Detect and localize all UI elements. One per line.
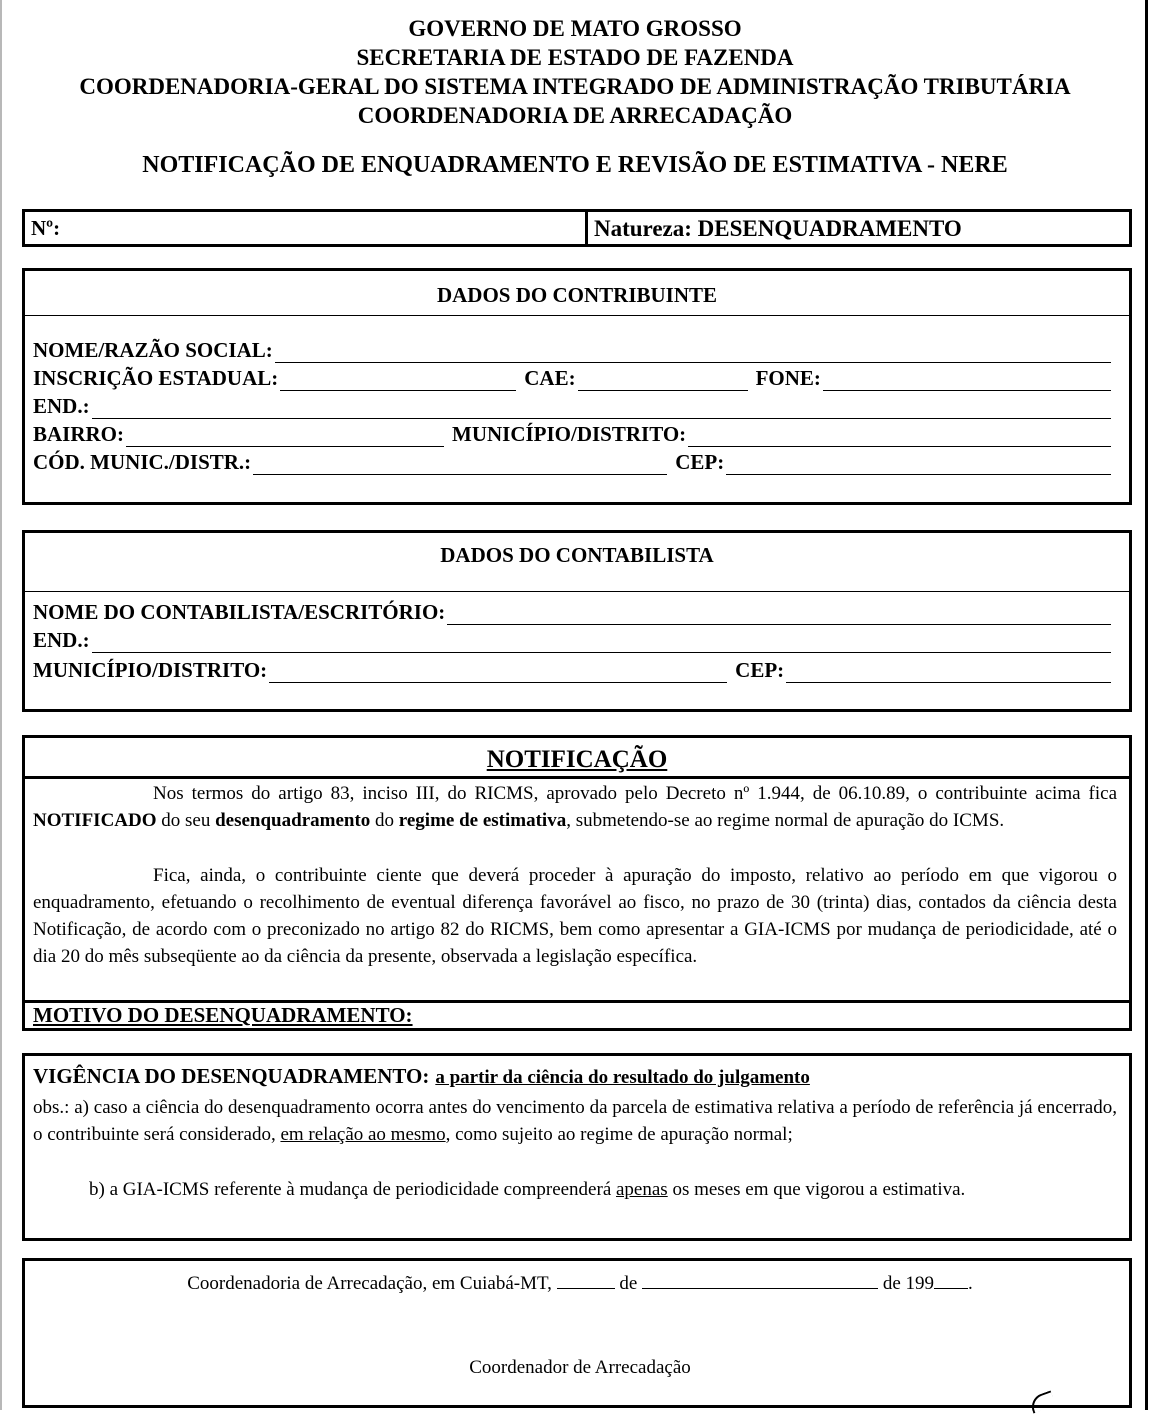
cae-label: CAE: (524, 366, 576, 390)
scan-right-edge (1145, 0, 1148, 1410)
end-row (33, 393, 1111, 419)
contabilista-municipio-field[interactable] (269, 664, 727, 683)
signatory-role: Coordenador de Arrecadação (469, 1357, 691, 1378)
vigencia-label: VIGÊNCIA DO DESENQUADRAMENTO: (33, 1064, 430, 1088)
header-line-3: COORDENADORIA-GERAL DO SISTEMA INTEGRADO DE ADMINISTRAÇÃO TRIBUTÁRIA (79, 74, 1071, 99)
year-field[interactable] (934, 1274, 968, 1289)
end-label: END.: (33, 394, 90, 418)
contabilista-end-field[interactable] (92, 634, 1111, 653)
cod-munic-row (33, 449, 1111, 475)
contabilista-end-row (33, 627, 1111, 653)
nome-label: NOME/RAZÃO SOCIAL: (33, 338, 273, 362)
notificacao-title: NOTIFICAÇÃO (486, 746, 668, 773)
de-text: de (619, 1273, 638, 1294)
inscricao-row (33, 365, 1111, 391)
inscricao-label: INSCRIÇÃO ESTADUAL: (33, 366, 279, 390)
obs-b-text: os meses em que vigorou a estimativa. (667, 1179, 966, 1200)
nome-field[interactable] (275, 344, 1111, 363)
document-title: NOTIFICAÇÃO DE ENQUADRAMENTO E REVISÃO DE ESTIMATIVA - NERE (142, 152, 1008, 178)
obs-b-text: b) a GIA-ICMS referente à mudança de periodicidade compreenderá (89, 1179, 616, 1200)
divider (25, 776, 1129, 779)
obs-a-underlined: em relação ao mesmo (280, 1124, 446, 1145)
obs-b-underlined: apenas (616, 1179, 668, 1200)
scan-left-edge (0, 0, 2, 1410)
divider (25, 591, 1129, 592)
vigencia-value: a partir da ciência do resultado do julgamento (435, 1067, 810, 1088)
vigencia-obs-a (33, 1094, 1117, 1148)
p2-text: Fica, ainda, o contribuinte ciente que deverá proceder à apuração do imposto, relativo ao período em que vigorou o enquadramento, efetuando o recolhimento de eventual diferença favorável ao fisco, no prazo de 30 (trinta) dias, contados da ciência desta Notificação, de acordo com o preconizado no artigo 82 do RICMS, bem como apresentar a GIA-ICMS por mudança de periodicidade, até o dia 20 do mês subseqüente ao da ciência da presente, observada a legislação específica. (33, 865, 1117, 967)
contabilista-end-label: END.: (33, 628, 90, 652)
cep-field[interactable] (726, 456, 1111, 475)
contribuinte-title: DADOS DO CONTRIBUINTE (436, 283, 718, 307)
cae-field[interactable] (578, 372, 748, 391)
notificacao-paragraph-2 (33, 862, 1117, 970)
contabilista-cep-field[interactable] (786, 664, 1111, 683)
contabilista-municipio-label: MUNICÍPIO/DISTRITO: (33, 658, 268, 682)
contabilista-nome-label: NOME DO CONTABILISTA/ESCRITÓRIO: (33, 600, 446, 624)
p1-bold: regime de estimativa (398, 810, 567, 831)
cep-label: CEP: (675, 450, 725, 474)
p1-text: , submetendo-se ao regime normal de apuração do ICMS. (566, 810, 1005, 831)
fone-field[interactable] (823, 372, 1111, 391)
nome-row (33, 337, 1111, 363)
period: . (968, 1273, 973, 1294)
vigencia-heading (33, 1064, 810, 1089)
p1-text: Nos termos do artigo 83, inciso III, do RICMS, aprovado pelo Decreto nº 1.944, de 06.10.89, o contribuinte acima fica (153, 783, 1117, 804)
contabilista-municipio-row (33, 657, 1111, 683)
obs-a-text: , como sujeito ao regime de apuração normal; (445, 1124, 793, 1145)
header-line-4: COORDENADORIA DE ARRECADAÇÃO (357, 103, 793, 128)
inscricao-field[interactable] (280, 372, 516, 391)
obs-a-text: obs.: a) caso a ciência do desenquadramento ocorra antes do vencimento da parcela de estimativa relativa a período de referência já encerrado, o contribuinte será considerado, (33, 1097, 1117, 1145)
assinatura-section (22, 1258, 1132, 1408)
notificacao-section (22, 735, 1132, 1031)
p1-text: do (370, 810, 399, 831)
fone-label: FONE: (755, 366, 821, 390)
cod-munic-field[interactable] (253, 456, 667, 475)
month-field[interactable] (642, 1274, 878, 1289)
day-field[interactable] (557, 1274, 615, 1289)
year-prefix: de 199 (882, 1273, 935, 1294)
end-field[interactable] (92, 400, 1111, 419)
municipio-field[interactable] (688, 428, 1111, 447)
place-date-line (25, 1273, 1135, 1295)
bairro-label: BAIRRO: (33, 422, 125, 446)
p1-text: do seu (156, 810, 216, 831)
divider (25, 315, 1129, 316)
place-text: Coordenadoria de Arrecadação, em Cuiabá-MT, (187, 1273, 552, 1294)
municipio-label: MUNICÍPIO/DISTRITO: (452, 422, 687, 446)
bairro-row (33, 421, 1111, 447)
vigencia-section (22, 1053, 1132, 1241)
header-line-2: SECRETARIA DE ESTADO DE FAZENDA (356, 45, 794, 70)
cod-munic-label: CÓD. MUNIC./DISTR.: (33, 450, 252, 474)
contabilista-nome-field[interactable] (447, 606, 1111, 625)
contabilista-nome-row (33, 599, 1111, 625)
notificacao-paragraph-1 (33, 780, 1117, 834)
bairro-field[interactable] (126, 428, 444, 447)
p1-bold: desenquadramento (215, 810, 371, 831)
contribuinte-section (22, 268, 1132, 505)
number-field: Nº: (25, 212, 588, 244)
document-header (0, 14, 1150, 130)
p1-bold: NOTIFICADO (33, 810, 157, 831)
motivo-label: MOTIVO DO DESENQUADRAMENTO: (33, 1003, 413, 1027)
contabilista-title: DADOS DO CONTABILISTA (440, 543, 714, 567)
contabilista-cep-label: CEP: (735, 658, 785, 682)
number-box (22, 209, 1132, 247)
vigencia-obs-b (33, 1176, 1117, 1203)
contabilista-section (22, 530, 1132, 712)
nature-field: Natureza: DESENQUADRAMENTO (594, 216, 962, 241)
header-line-1: GOVERNO DE MATO GROSSO (408, 16, 742, 41)
